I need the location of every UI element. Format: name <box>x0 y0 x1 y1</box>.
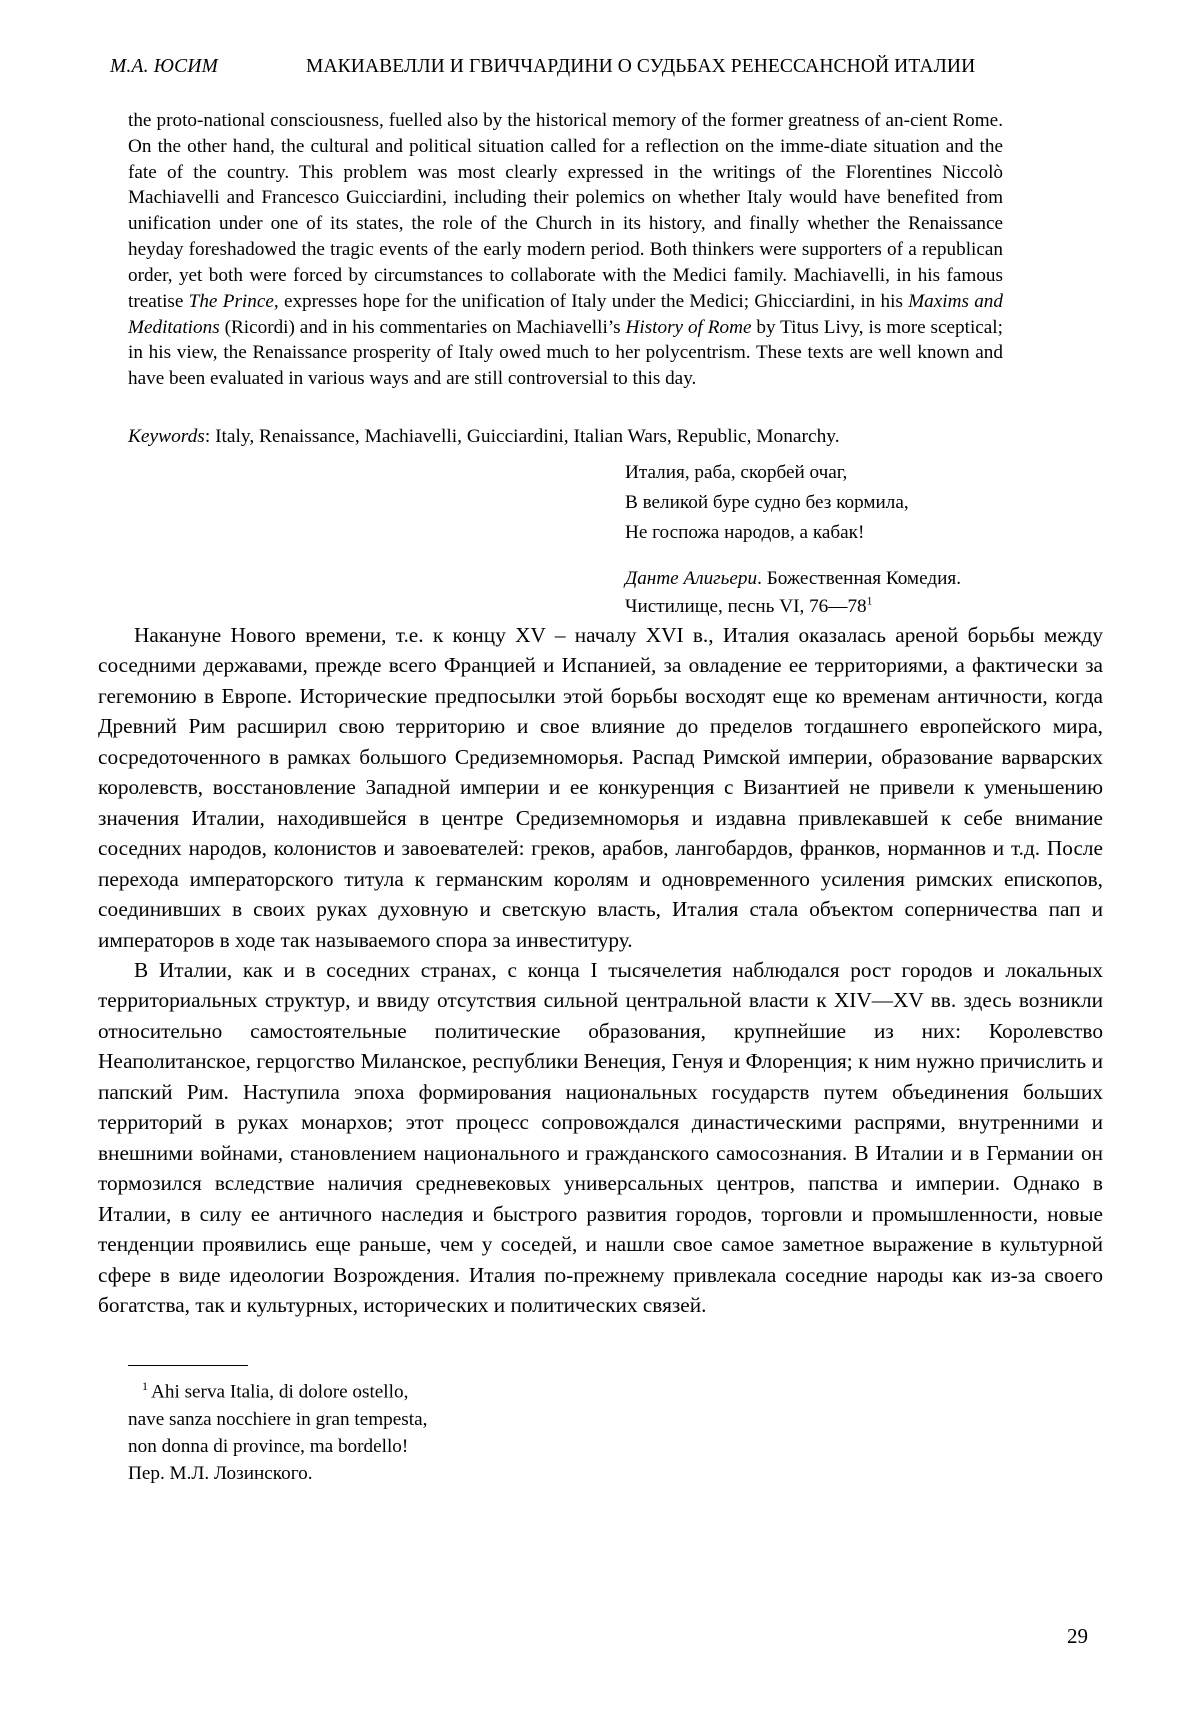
footnote-reference-marker: 1 <box>866 595 873 608</box>
abstract-text-part-3: (Ricordi) and in his commentaries on Machiavelli’s <box>219 316 626 338</box>
abstract-text-part-1: the proto-national consciousness, fuelled also by the historical memory of the former greatness of an-cient Rome. On the other hand, the cultural and political situation called for a reflection on the imme-diate situation and the fate of the country. This problem was most clearly expressed in the writings of the Florentines Niccolò Machiavelli and Francesco Guicciardini, including their polemics on whether Italy would have benefited from unification under one of its states, the role of the Church in its history, and finally whether the Renaissance heyday foreshadowed the tragic events of the early modern period. Both thinkers were supporters of a republican order, yet both were forced by circumstances to collaborate with the Medici family. Machiavelli, in his famous treatise <box>128 110 1003 312</box>
epigraph-source <box>625 565 1015 621</box>
footnote-line-2: nave sanza nocchiere in gran tempesta, <box>128 1408 428 1430</box>
footnote-line-1 <box>128 1378 628 1406</box>
abstract-text-part-2: , expresses hope for the unification of Italy under the Medici; Ghicciardini, in his <box>273 290 909 312</box>
footnote-text-1: Ahi serva Italia, di dolore ostello, <box>151 1381 409 1403</box>
keywords-label: Keywords <box>128 426 205 447</box>
running-head-title: МАКИАВЕЛЛИ И ГВИЧЧАРДИНИ О СУДЬБАХ РЕНЕССАНСНОЙ ИТАЛИИ <box>306 56 976 77</box>
body-paragraph-1: Накануне Нового времени, т.е. к концу XV – началу XVI в., Италия оказалась ареной борьбы между соседними державами, прежде всего Францией и Испанией, за овладение ее территориями, а фактически за гегемонию в Европе. Исторические предпосылки этой борьбы восходят еще ко временам античности, когда Древний Рим расширил свою территорию и свое влияние до пределов тогдашнего европейского мира, сосредоточенного в рамках большого Средиземноморья. Распад Римской империи, образование варварских королевств, восстановление Западной империи и ее конкуренция с Византией не привели к уменьшению значения Италии, находившейся в центре Средиземноморья и издавна привлекавшей к себе внимание соседних народов, колонистов и завоевателей: греков, арабов, лангобардов, франков, норманнов и т.д. После перехода императорского титула к германским королям и одновременного усиления римских епископов, соединивших в своих руках духовную и светскую власть, Италия стала объектом соперничества пап и императоров в ходе так называемого спора за инвеституру. <box>98 623 1103 952</box>
abstract-text-part-4: by Titus Livy, is more sceptical; in his view, the Renaissance prosperity of Italy owed much to her polycentrism. These texts are well known and have been evaluated in various ways and are still controversial to this day. <box>128 316 1003 390</box>
epigraph-source-reference: . Божественная Комедия. Чистилище, песнь VI, 76—78 <box>625 568 961 618</box>
body-paragraph-2: В Италии, как и в соседних странах, с конца I тысячелетия наблюдался рост городов и локальных территориальных структур, и ввиду отсутствия сильной центральной власти к XIV—XV вв. здесь возникли относительно самостоятельные политические образования, крупнейшие из них: Королевство Неаполитанское, герцогство Миланское, республики Венеция, Генуя и Флоренция; к ним нужно причислить и папский Рим. Наступила эпоха формирования национальных государств путем объединения больших территорий в руках монархов; этот процесс сопровождался династическими распрями, внутренними и внешними войнами, становлением национального и гражданского самосознания. В Италии и в Германии он тормозился вследствие наличия средневековых универсальных центров, папства и империи. Однако в Италии, в силу ее античного наследия и быстрого развития городов, торговли и промышленности, новые тенденции проявились еще раньше, чем у соседей, и нашли свое самое заметное выражение в культурной сфере в виде идеологии Возрождения. Италия по-прежнему привлекала соседние народы как из-за своего богатства, так и культурных, исторических и политических связей. <box>98 957 1103 1317</box>
abstract-italic-history-of-rome: History of Rome <box>625 316 752 338</box>
footnote-separator-rule <box>128 1365 248 1366</box>
epigraph-source-author: Данте Алигьери <box>625 568 758 590</box>
epigraph <box>625 458 1015 621</box>
abstract-paragraph <box>128 108 1003 392</box>
running-head-author: М.А. ЮСИМ <box>110 56 219 77</box>
footnote-block <box>128 1378 628 1487</box>
footnote-line-4: Пер. М.Л. Лозинского. <box>128 1463 313 1485</box>
epigraph-line-2: В великой буре судно без кормила, <box>625 491 909 513</box>
footnote-line-3: non donna di province, ma bordello! <box>128 1435 409 1457</box>
keywords-list: : Italy, Renaissance, Machiavelli, Guicciardini, Italian Wars, Republic, Monarchy. <box>204 426 840 447</box>
abstract-italic-the-prince: The Prince <box>188 290 274 312</box>
page-number: 29 <box>1067 1624 1088 1648</box>
keywords-line <box>128 424 1003 450</box>
abstract-italic-maxims: Maxims and Meditations <box>128 290 1003 338</box>
footnote-marker: 1 <box>142 1379 148 1393</box>
body-text <box>98 620 1103 1320</box>
running-head <box>110 56 1090 78</box>
epigraph-line-1: Италия, раба, скорбей очаг, <box>625 462 848 483</box>
epigraph-line-3: Не госпожа народов, а кабак! <box>625 521 865 543</box>
